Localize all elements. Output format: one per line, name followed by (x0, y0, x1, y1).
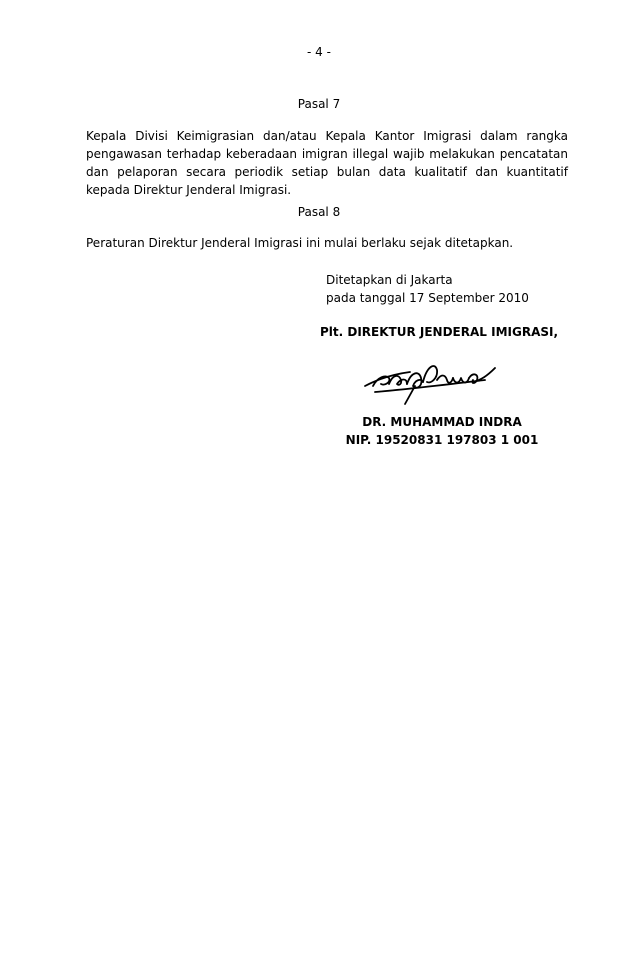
article-title-pasal-7: Pasal 7 (297, 97, 341, 111)
enactment-place: Ditetapkan di Jakarta (326, 273, 453, 287)
page-number: - 4 - (307, 45, 331, 59)
signer-block (322, 413, 562, 449)
article-body-pasal-8: Peraturan Direktur Jenderal Imigrasi ini mulai berlaku sejak ditetapkan. (86, 236, 514, 250)
official-title: Plt. DIREKTUR JENDERAL IMIGRASI, (320, 325, 559, 339)
signer-nip: NIP. 19520831 197803 1 001 (345, 433, 539, 447)
enactment-date: pada tanggal 17 September 2010 (326, 291, 529, 305)
signer-name: DR. MUHAMMAD INDRA (362, 415, 522, 429)
handwritten-signature (355, 356, 515, 411)
article-title-pasal-8: Pasal 8 (297, 205, 341, 219)
article-body-pasal-7: Kepala Divisi Keimigrasian dan/atau Kepala Kantor Imigrasi dalam rangka pengawasan terhadap keberadaan imigran illegal wajib melakukan pencatatan dan pelaporan secara periodik setiap bulan data kualitatif dan kuantitatif kepada Direktur Jenderal Imigrasi. (86, 129, 568, 197)
